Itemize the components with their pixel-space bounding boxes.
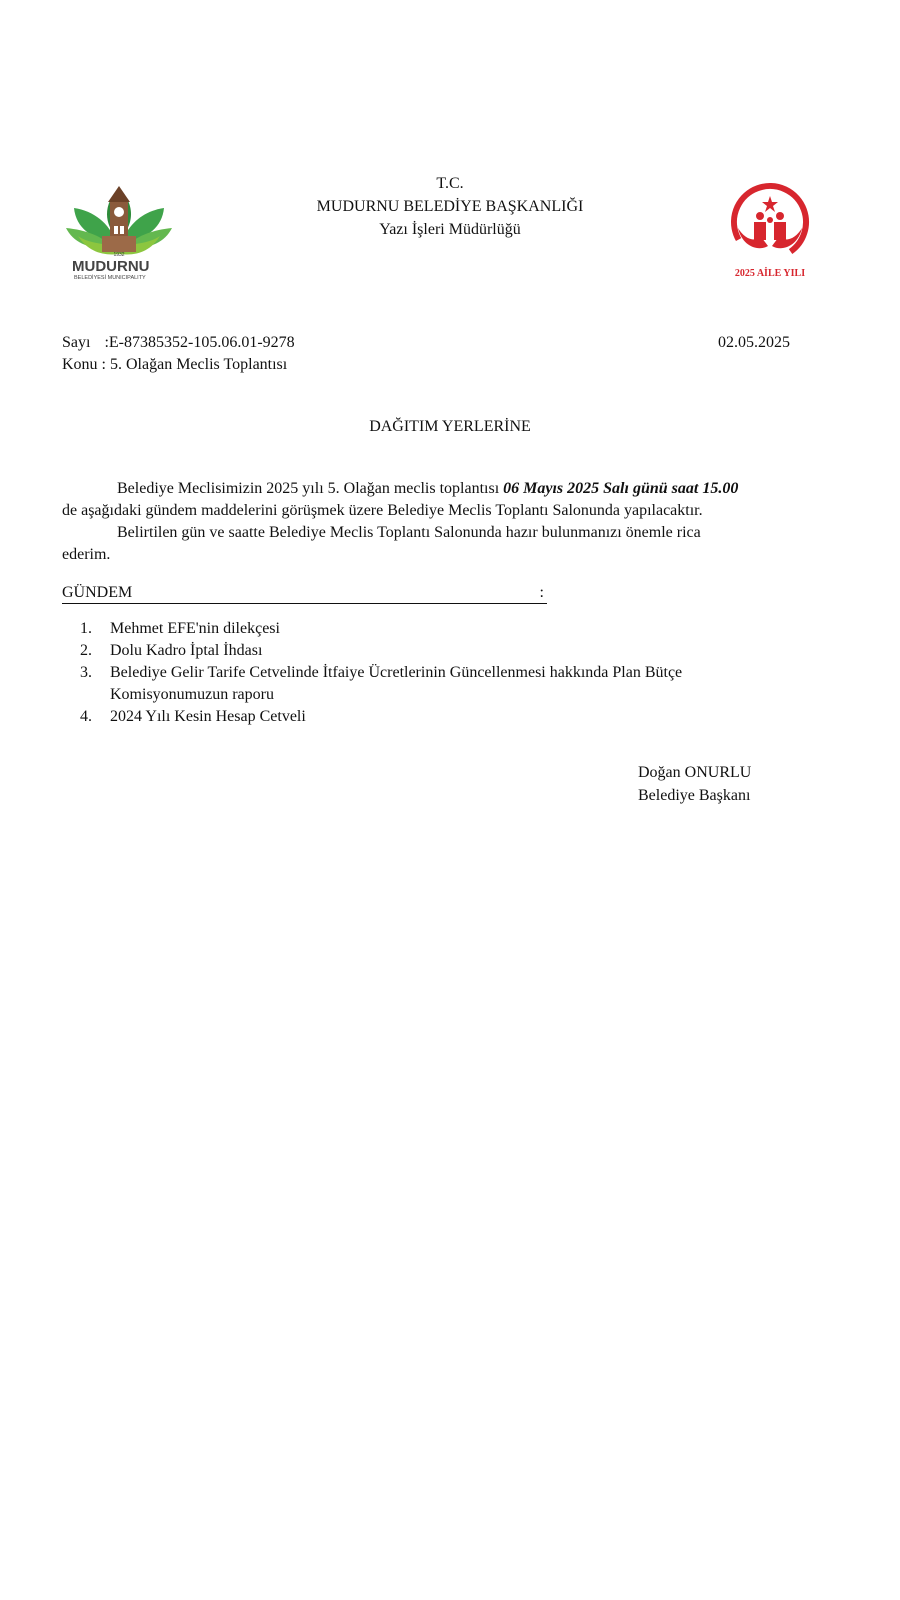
agenda-item-text: 2024 Yılı Kesin Hesap Cetveli — [110, 708, 306, 725]
body-paragraph-1 — [62, 478, 802, 522]
signatory-title: Belediye Başkanı — [638, 787, 751, 804]
family-year-emblem-icon — [722, 180, 818, 262]
agenda-item-number: 1. — [80, 620, 92, 637]
agenda-item — [80, 662, 810, 706]
logo-year: 1932 — [113, 252, 125, 258]
agenda-item — [80, 640, 810, 662]
document-title: DAĞITIM YERLERİNE — [369, 418, 531, 435]
sayi-label: Sayı — [62, 334, 91, 351]
agenda-item — [80, 706, 810, 728]
mudurnu-logo — [64, 178, 174, 288]
agenda-heading-colon: : — [539, 584, 544, 601]
meeting-datetime: 06 Mayıs 2025 Salı günü saat 15.00 — [503, 480, 739, 497]
p2-end: ederim. — [62, 546, 111, 563]
agenda-item-text: Belediye Gelir Tarife Cetvelinde İtfaiye Ücretlerinin Güncellenmesi hakkında Plan Bütçe Komisyonumuzun raporu — [110, 664, 683, 703]
agenda-item-number: 4. — [80, 708, 92, 725]
header-institution: MUDURNU BELEDİYE BAŞKANLIĞI — [316, 198, 584, 215]
header-tc: T.C. — [436, 175, 464, 192]
sayi-value: :E-87385352-105.06.01-9278 — [104, 334, 295, 351]
sayi-line — [62, 334, 295, 352]
logo-sub: BELEDİYESİ MUNICIPALITY — [74, 275, 146, 281]
document-date: 02.05.2025 — [718, 334, 790, 351]
agenda-list — [80, 618, 810, 728]
aile-yili-logo — [722, 180, 818, 284]
agenda-item-number: 3. — [80, 664, 92, 681]
p1-end: de aşağıdaki gündem maddelerini görüşmek üzere Belediye Meclis Toplantı Salonunda yapılacaktır. — [62, 502, 703, 519]
agenda-item-text: Dolu Kadro İptal İhdası — [110, 642, 263, 659]
agenda-item-text: Mehmet EFE'nin dilekçesi — [110, 620, 280, 637]
signatory-name: Doğan ONURLU — [638, 764, 752, 781]
aile-yili-text: 2025 AİLE YILI — [734, 268, 806, 279]
agenda-item — [80, 618, 810, 640]
agenda-heading — [62, 584, 547, 604]
agenda-item-number: 2. — [80, 642, 92, 659]
p2-start: Belirtilen gün ve saatte Belediye Meclis Toplantı Salonunda hazır bulunmanızı önemle rica — [117, 524, 701, 541]
logo-name: MUDURNU — [72, 258, 150, 275]
body-paragraph-2 — [62, 522, 802, 566]
agenda-heading-label: GÜNDEM — [62, 584, 133, 601]
konu-line: Konu : 5. Olağan Meclis Toplantısı — [62, 356, 288, 373]
p1-start: Belediye Meclisimizin 2025 yılı 5. Olağan meclis toplantısı — [117, 480, 504, 497]
header-department: Yazı İşleri Müdürlüğü — [379, 221, 521, 238]
